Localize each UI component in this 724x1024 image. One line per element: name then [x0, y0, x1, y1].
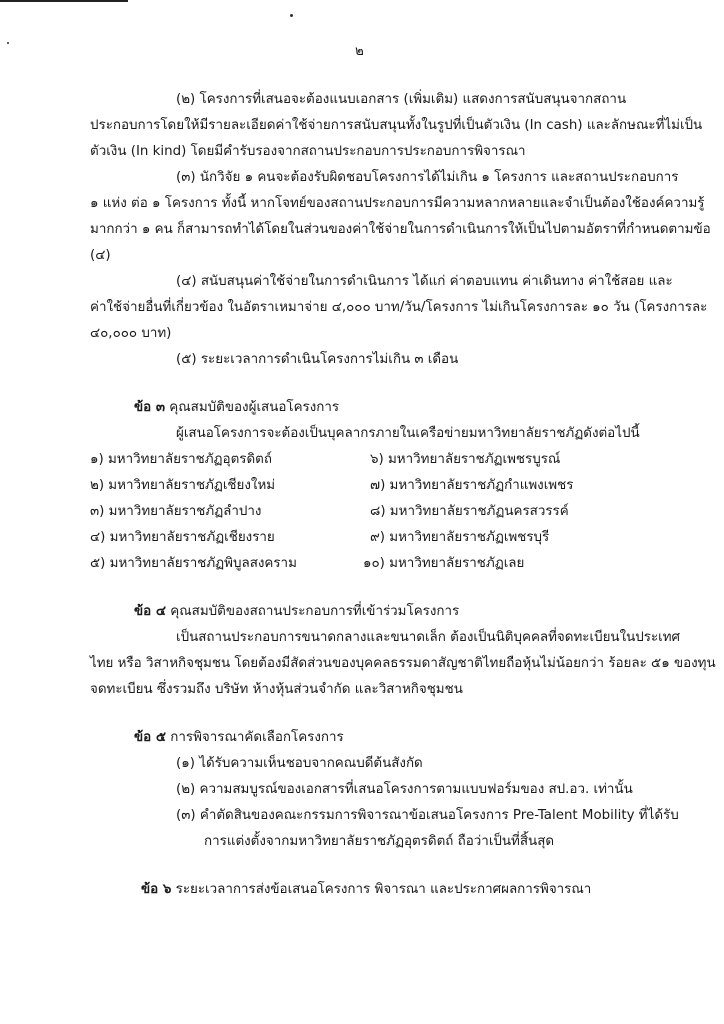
item2-point-3-line-4: (๔) [90, 248, 111, 263]
section5-criterion-3-line-1: (๓) คำตัดสินของคณะกรรมการพิจารณาข้อเสนอโครงการ Pre-Talent Mobility ที่ได้รับ [176, 808, 679, 823]
section4-heading [134, 605, 459, 618]
item2-point-2-line-1: (๒) โครงการที่เสนอจะต้องแนบเอกสาร (เพิ่มเติม) แสดงการสนับสนุนจากสถาน [176, 92, 627, 107]
section3-number: ข้อ ๓ [134, 400, 166, 415]
section5-criterion-1: (๑) ได้รับความเห็นชอบจากคณบดีต้นสังกัด [176, 756, 423, 771]
section3-heading [134, 401, 339, 414]
section4-line-3: จดทะเบียน ซึ่งรวมถึง บริษัท ห้างหุ้นส่วนจำกัด และวิสาหกิจชุมชน [90, 682, 463, 697]
item2-point-3-line-2: ๑ แห่ง ต่อ ๑ โครงการ ทั้งนี้ หากโจทย์ของสถานประกอบการมีความหลากหลายและจำเป็นต้องใช้องค์ความรู้ [90, 196, 705, 211]
scan-edge-line [0, 0, 128, 2]
section5-heading [134, 731, 344, 744]
university-list-item: ๒) มหาวิทยาลัยราชภัฏเชียงใหม่ [90, 478, 276, 493]
section3-title: คุณสมบัติของผู้เสนอโครงการ [169, 400, 340, 415]
section5-title: การพิจารณาคัดเลือกโครงการ [170, 730, 344, 745]
university-list-item: ๙) มหาวิทยาลัยราชภัฏเพชรบุรี [370, 530, 550, 545]
section4-number: ข้อ ๔ [134, 604, 166, 619]
scan-speck [290, 14, 293, 17]
university-list-item: ๘) มหาวิทยาลัยราชภัฏนครสวรรค์ [370, 504, 569, 519]
section5-criterion-2: (๒) ความสมบูรณ์ของเอกสารที่เสนอโครงการตามแบบฟอร์มของ สป.อว. เท่านั้น [176, 782, 633, 797]
item2-point-5: (๕) ระยะเวลาการดำเนินโครงการไม่เกิน ๓ เดือน [176, 352, 459, 367]
section5-number: ข้อ ๕ [134, 730, 166, 745]
section6-title: ระยะเวลาการส่งข้อเสนอโครงการ พิจารณา และประกาศผลการพิจารณา [175, 882, 592, 897]
scan-speck [7, 42, 9, 44]
item2-point-4-line-2: ค่าใช้จ่ายอื่นที่เกี่ยวข้อง ในอัตราเหมาจ่าย ๔,๐๐๐ บาท/วัน/โครงการ ไม่เกินโครงการละ ๑๐ วัน (โครงการละ [90, 300, 708, 315]
item2-point-4-line-3: ๔๐,๐๐๐ บาท) [90, 326, 172, 341]
university-list-item: ๕) มหาวิทยาลัยราชภัฏพิบูลสงคราม [90, 556, 297, 571]
item2-point-3-line-1: (๓) นักวิจัย ๑ คนจะต้องรับผิดชอบโครงการได้ไม่เกิน ๑ โครงการ และสถานประกอบการ [176, 170, 679, 185]
item2-point-4-line-1: (๔) สนับสนุนค่าใช้จ่ายในการดำเนินการ ได้แก่ ค่าตอบแทน ค่าเดินทาง ค่าใช้สอย และ [176, 274, 673, 289]
section4-line-1: เป็นสถานประกอบการขนาดกลางและขนาดเล็ก ต้องเป็นนิติบุคคลที่จดทะเบียนในประเทศ [176, 630, 681, 645]
section5-criterion-3-line-2: การแต่งตั้งจากมหาวิทยาลัยราชภัฏอุตรดิตถ์ ถือว่าเป็นที่สิ้นสุด [204, 834, 555, 849]
section3-intro: ผู้เสนอโครงการจะต้องเป็นบุคลากรภายในเครือข่ายมหาวิทยาลัยราชภัฏดังต่อไปนี้ [176, 426, 640, 441]
university-list-item: ๓) มหาวิทยาลัยราชภัฏลำปาง [90, 504, 262, 519]
university-list-item: ๔) มหาวิทยาลัยราชภัฏเชียงราย [90, 530, 275, 545]
item2-point-2-line-3: ตัวเงิน (In kind) โดยมีคำรับรองจากสถานประกอบการประกอบการพิจารณา [90, 144, 526, 159]
item2-point-2-line-2: ประกอบการโดยให้มีรายละเอียดค่าใช้จ่ายการสนับสนุนทั้งในรูปที่เป็นตัวเงิน (In cash) และลักษณะที่ไม่เป็น [90, 118, 703, 133]
section6-heading [141, 883, 591, 896]
item2-point-3-line-3: มากกว่า ๑ คน ก็สามารถทำได้โดยในส่วนของค่าใช้จ่ายในการดำเนินการให้เป็นไปตามอัตราที่กำหนดตามข้อ [90, 222, 711, 237]
page-number: ๒ [355, 44, 364, 59]
university-list-item: ๑๐) มหาวิทยาลัยราชภัฏเลย [363, 556, 525, 571]
section4-title: คุณสมบัติของสถานประกอบการที่เข้าร่วมโครงการ [170, 604, 460, 619]
university-list-item: ๑) มหาวิทยาลัยราชภัฏอุตรดิตถ์ [90, 452, 272, 467]
university-list-item: ๖) มหาวิทยาลัยราชภัฏเพชรบูรณ์ [370, 452, 561, 467]
section4-line-2: ไทย หรือ วิสาหกิจชุมชน โดยต้องมีสัดส่วนของบุคคลธรรมดาสัญชาติไทยถือหุ้นไม่น้อยกว่า ร้อยละ ๕๑ ของทุน [90, 656, 716, 671]
section6-number: ข้อ ๖ [141, 882, 172, 897]
university-list-item: ๗) มหาวิทยาลัยราชภัฏกำแพงเพชร [370, 478, 574, 493]
